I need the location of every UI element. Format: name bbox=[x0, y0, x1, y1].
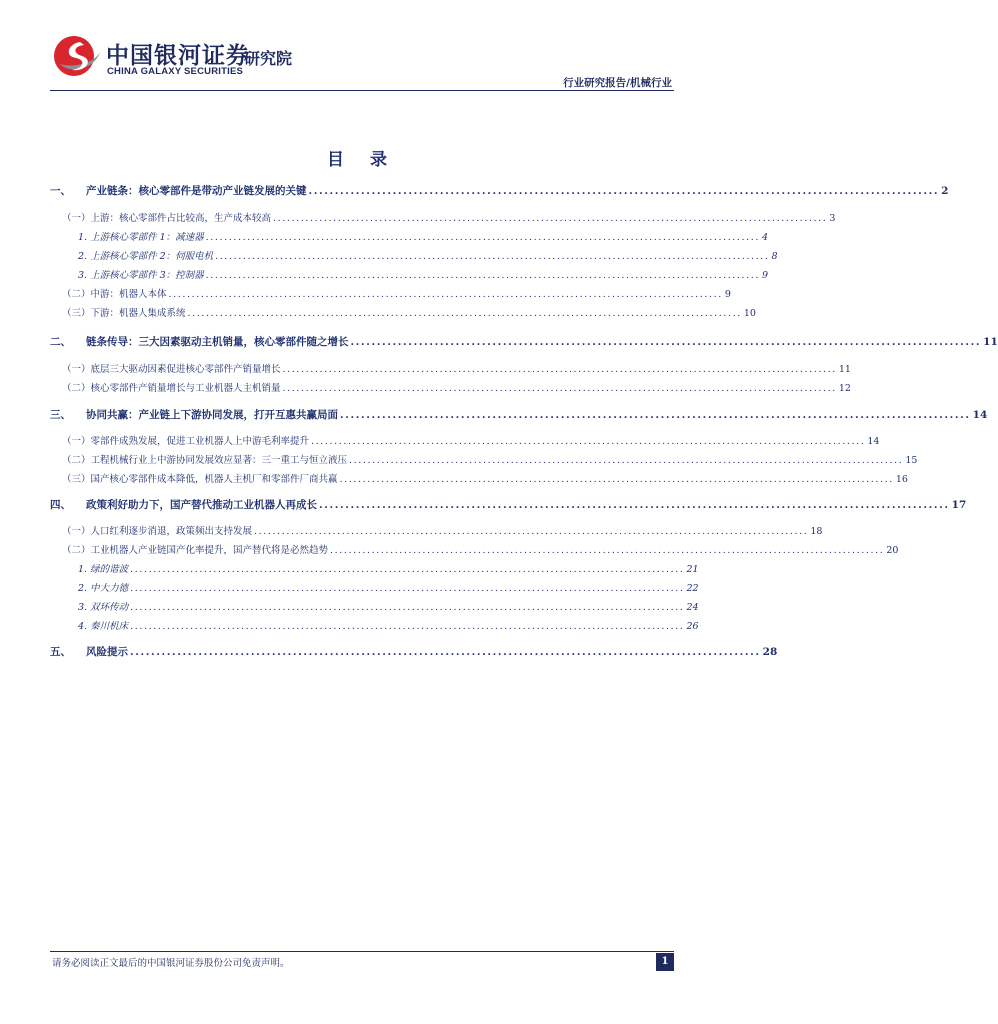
toc-leader-dots: ........................................................................................................................ bbox=[350, 336, 982, 348]
toc-entry-page: 12 bbox=[838, 383, 851, 394]
toc-entry-label: （一）人口红利逐步消退，政策频出支持发展 bbox=[62, 526, 253, 537]
toc-entry-label: （二）中游：机器人本体 bbox=[62, 289, 167, 300]
toc-entry-label: （二）核心零部件产销量增长与工业机器人主机销量 bbox=[62, 383, 281, 394]
toc-entry-1-1-1[interactable] bbox=[78, 229, 769, 243]
toc-entry-page: 14 bbox=[972, 409, 988, 421]
toc-entry-page: 28 bbox=[762, 646, 778, 658]
toc-leader-dots: ........................................................................................................................ bbox=[311, 436, 866, 447]
toc-entry-1-3[interactable] bbox=[62, 305, 756, 319]
toc-leader-dots: ........................................................................................................................ bbox=[168, 289, 723, 300]
toc-entry-label: 1. 上游核心零部件 1：减速器 bbox=[78, 232, 204, 243]
toc-entry-page: 2 bbox=[941, 185, 949, 197]
toc-entry-label: 3. 上游核心零部件 3：控制器 bbox=[78, 270, 204, 281]
page-header bbox=[0, 0, 724, 95]
toc-entry-1-2[interactable] bbox=[62, 286, 731, 300]
toc-leader-dots: ........................................................................................................................ bbox=[130, 583, 685, 594]
toc-entry-section-3[interactable] bbox=[50, 407, 988, 422]
toc-leader-dots: ........................................................................................................................ bbox=[330, 545, 885, 556]
toc-entry-number: 五、 bbox=[50, 646, 71, 658]
toc-entry-label: 2. 中大力德 bbox=[78, 583, 129, 594]
toc-title: 目 录 bbox=[327, 150, 397, 170]
toc-entry-1-1-2[interactable] bbox=[78, 248, 778, 262]
toc-entry-section-1[interactable] bbox=[50, 183, 949, 198]
toc-leader-dots: ........................................................................................................................ bbox=[319, 499, 950, 511]
toc-entry-number: 二、 bbox=[50, 336, 71, 348]
toc-leader-dots: ........................................................................................................................ bbox=[130, 621, 685, 632]
toc-entry-page: 4 bbox=[762, 232, 769, 243]
toc-entry-3-2[interactable] bbox=[62, 452, 918, 466]
toc-leader-dots: ........................................................................................................................ bbox=[349, 455, 904, 466]
toc-leader-dots: ........................................................................................................................ bbox=[205, 270, 761, 281]
toc-leader-dots: ........................................................................................................................ bbox=[130, 564, 685, 575]
toc-entry-4-2-3[interactable] bbox=[78, 599, 699, 613]
toc-entry-label: （三）下游：机器人集成系统 bbox=[62, 308, 186, 319]
toc-entry-label: 3. 双环传动 bbox=[78, 602, 129, 613]
footer-disclaimer: 请务必阅读正文最后的中国银河证券股份公司免责声明。 bbox=[52, 958, 290, 969]
toc-entry-4-2-2[interactable] bbox=[78, 580, 699, 594]
toc-leader-dots: ........................................................................................................................ bbox=[273, 213, 828, 224]
toc-entry-3-1[interactable] bbox=[62, 433, 880, 447]
toc-entry-page: 11 bbox=[838, 364, 851, 375]
page-number: 1 bbox=[656, 953, 674, 971]
toc-leader-dots: ........................................................................................................................ bbox=[205, 232, 761, 243]
report-section-label: 行业研究报告/机械行业 bbox=[563, 77, 672, 89]
toc-entry-label: （一）底层三大驱动因素促进核心零部件产销量增长 bbox=[62, 364, 281, 375]
toc-leader-dots: ........................................................................................................................ bbox=[282, 364, 837, 375]
toc-entry-page: 14 bbox=[867, 436, 880, 447]
toc-entry-section-4[interactable] bbox=[50, 497, 967, 512]
toc-entry-page: 8 bbox=[771, 251, 778, 262]
toc-entry-page: 20 bbox=[886, 545, 899, 556]
toc-entry-page: 22 bbox=[686, 583, 699, 594]
toc-leader-dots: ........................................................................................................................ bbox=[282, 383, 837, 394]
toc-entry-page: 3 bbox=[829, 213, 836, 224]
toc-entry-label: 政策利好助力下，国产替代推动工业机器人再成长 bbox=[86, 499, 317, 511]
toc-leader-dots: ........................................................................................................................ bbox=[308, 185, 940, 197]
toc-entry-page: 9 bbox=[724, 289, 731, 300]
toc-entry-page: 21 bbox=[686, 564, 699, 575]
toc-leader-dots: ........................................................................................................................ bbox=[339, 474, 894, 485]
toc-entry-page: 15 bbox=[905, 455, 918, 466]
toc-entry-label: 协同共赢：产业链上下游协同发展，打开互惠共赢局面 bbox=[86, 409, 338, 421]
toc-entry-page: 11 bbox=[983, 336, 998, 348]
toc-entry-section-2[interactable] bbox=[50, 334, 998, 349]
toc-entry-page: 18 bbox=[810, 526, 823, 537]
toc-entry-page: 26 bbox=[686, 621, 699, 632]
toc-entry-number: 一、 bbox=[50, 185, 71, 197]
toc-entry-label: （二）工程机械行业上中游协同发展效应显著：三一重工与恒立液压 bbox=[62, 455, 348, 466]
toc-leader-dots: ........................................................................................................................ bbox=[187, 308, 742, 319]
toc-entry-number: 三、 bbox=[50, 409, 71, 421]
toc-entry-label: （一）零部件成熟发展，促进工业机器人上中游毛利率提升 bbox=[62, 436, 310, 447]
toc-entry-page: 17 bbox=[951, 499, 967, 511]
toc-entry-2-2[interactable] bbox=[62, 380, 851, 394]
toc-leader-dots: ........................................................................................................................ bbox=[130, 646, 761, 658]
toc-entry-label: 产业链条：核心零部件是带动产业链发展的关键 bbox=[86, 185, 307, 197]
toc-entry-page: 16 bbox=[895, 474, 908, 485]
toc-entry-number: 四、 bbox=[50, 499, 71, 511]
toc-entry-3-3[interactable] bbox=[62, 471, 908, 485]
toc-entry-4-2[interactable] bbox=[62, 542, 899, 556]
toc-entry-page: 24 bbox=[686, 602, 699, 613]
toc-entry-label: 风险提示 bbox=[86, 646, 128, 658]
toc-entry-label: （三）国产核心零部件成本降低，机器人主机厂和零部件厂商共赢 bbox=[62, 474, 338, 485]
brand-name-cn: 中国银河证券 bbox=[106, 43, 250, 69]
toc-leader-dots: ........................................................................................................................ bbox=[340, 409, 971, 421]
toc-leader-dots: ........................................................................................................................ bbox=[254, 526, 809, 537]
toc-entry-page: 10 bbox=[743, 308, 756, 319]
toc-entry-1-1-3[interactable] bbox=[78, 267, 769, 281]
header-divider bbox=[50, 90, 674, 91]
toc-entry-label: （一）上游：核心零部件占比较高，生产成本较高 bbox=[62, 213, 272, 224]
toc-entry-label: 链条传导：三大因素驱动主机销量，核心零部件随之增长 bbox=[86, 336, 349, 348]
brand-division: 研究院 bbox=[244, 49, 293, 68]
toc-entry-label: 4. 秦川机床 bbox=[78, 621, 129, 632]
toc-entry-label: 2. 上游核心零部件 2：伺服电机 bbox=[78, 251, 214, 262]
toc-leader-dots: ........................................................................................................................ bbox=[215, 251, 770, 262]
toc-entry-4-1[interactable] bbox=[62, 523, 823, 537]
toc-leader-dots: ........................................................................................................................ bbox=[130, 602, 685, 613]
toc-entry-section-5[interactable] bbox=[50, 644, 778, 659]
galaxy-logo-icon bbox=[50, 34, 102, 78]
toc-entry-4-2-4[interactable] bbox=[78, 618, 699, 632]
toc-entry-2-1[interactable] bbox=[62, 361, 851, 375]
toc-entry-4-2-1[interactable] bbox=[78, 561, 699, 575]
brand-name-en: CHINA GALAXY SECURITIES bbox=[107, 66, 244, 77]
toc-entry-page: 9 bbox=[762, 270, 769, 281]
footer-divider bbox=[50, 951, 674, 952]
toc-entry-1-1[interactable] bbox=[62, 210, 836, 224]
toc-entry-label: 1. 绿的谐波 bbox=[78, 564, 129, 575]
toc-entry-label: （二）工业机器人产业链国产化率提升，国产替代将是必然趋势 bbox=[62, 545, 329, 556]
